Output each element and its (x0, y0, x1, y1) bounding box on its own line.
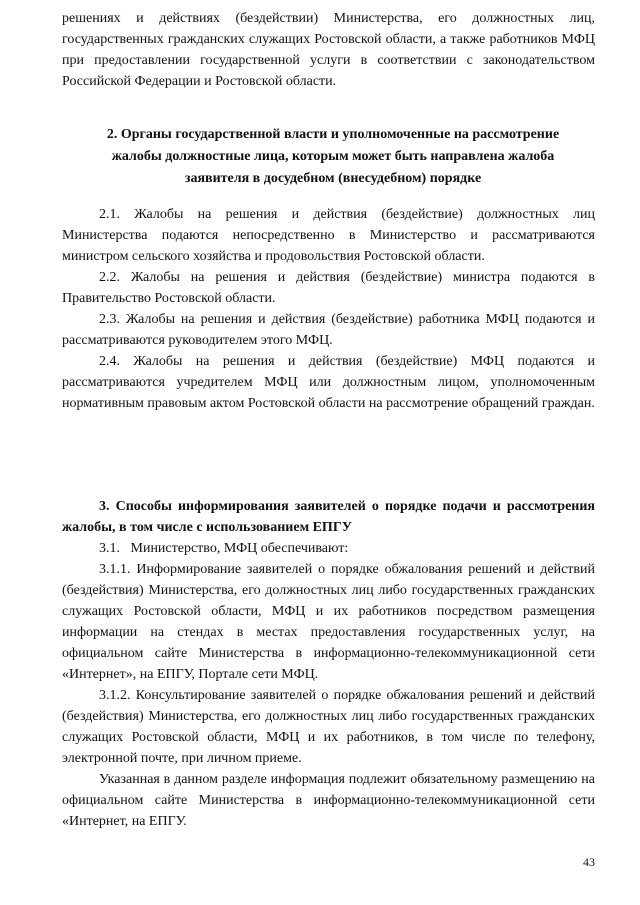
paragraph-2-4: 2.4. Жалобы на решения и действия (бездействие) МФЦ подаются и рассматриваются учредителем МФЦ или должностным лицом, уполномоченным нормативным правовым актом Ростовской области на рассмотрение обращений граждан. (62, 354, 595, 411)
paragraph-3-1-2: 3.1.2. Консультирование заявителей о порядке обжалования решений и действий (бездействия) Министерства, его должностных лиц либо государственных гражданских служащих Ростовской области, МФЦ и их работников, в том числе по телефону, электронной почте, при личном приеме. (62, 688, 595, 766)
paragraph-2-1: 2.1. Жалобы на решения и действия (бездействие) должностных лиц Министерства подаются непосредственно в Министерство и рассматриваются министром сельского хозяйства и продовольствия Ростовской области. (62, 207, 595, 264)
intro-paragraph: решениях и действиях (бездействии) Министерства, его должностных лиц, государственных гражданских служащих Ростовской области, а также работников МФЦ при предоставлении государственной услуги в соответствии с законодательством Российской Федерации и Ростовской области. (62, 11, 595, 89)
paragraph-2-3: 2.3. Жалобы на решения и действия (бездействие) работника МФЦ подаются и рассматриваются руководителем этого МФЦ. (62, 312, 595, 348)
section-3-heading: 3. Способы информирования заявителей о порядке подачи и рассмотрения жалобы, в том числе с использованием ЕПГУ (62, 499, 595, 535)
section-3-body (62, 496, 595, 832)
section-2-heading: 2. Органы государственной власти и уполномоченные на рассмотрение жалобы должностные лица, которым может быть направлена жалоба заявителя в досудебном (внесудебном) порядке (106, 127, 560, 186)
intro-paragraph-block (62, 8, 595, 92)
page-number: 43 (583, 855, 595, 869)
paragraph-3-note: Указанная в данном разделе информация подлежит обязательному размещению на официальном сайте Министерства в информационно-телекоммуникационной сети «Интернет, на ЕПГУ. (62, 772, 595, 829)
section-2-body (62, 204, 595, 414)
paragraph-3-1: 3.1. Министерство, МФЦ обеспечивают: (99, 541, 349, 556)
paragraph-2-2: 2.2. Жалобы на решения и действия (бездействие) министра подаются в Правительство Ростовской области. (62, 270, 595, 306)
paragraph-3-1-1: 3.1.1. Информирование заявителей о порядке обжалования решений и действий (бездействия) Министерства, его должностных лиц либо государственных гражданских служащих Ростовской области, МФЦ и их работников посредством размещения информации на стендах в местах предоставления государственных услуг, на официальном сайте Министерства в информационно-телекоммуникационной сети «Интернет», на ЕПГУ, Портале сети МФЦ. (62, 562, 595, 682)
